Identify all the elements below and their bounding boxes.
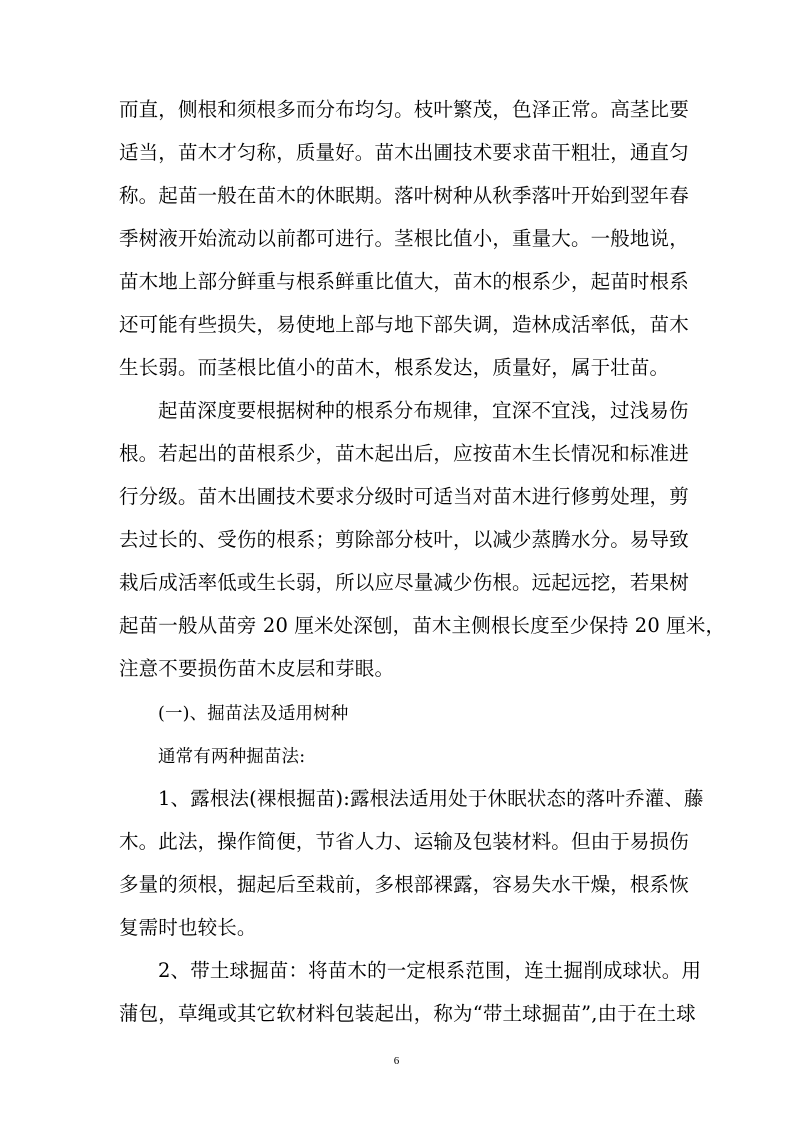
text-line: 注意不要损伤苗木皮层和芽眼。	[119, 657, 395, 680]
text-line: 去过长的、受伤的根系；剪除部分枝叶，以减少蒸腾水分。易导致	[119, 528, 689, 551]
text-line: 行分级。苗木出圃技术要求分级时可适当对苗木进行修剪处理，剪	[119, 485, 689, 508]
text-line: 季树液开始流动以前都可进行。茎根比值小，重量大。一般地说，	[119, 227, 689, 250]
section-heading: (一)、掘苗法及适用树种	[158, 704, 349, 724]
text-line: 苗木地上部分鲜重与根系鲜重比值大，苗木的根系少，起苗时根系	[119, 270, 689, 293]
paragraph-first-line: 1、露根法(裸根掘苗):露根法适用处于休眠状态的落叶乔灌、藤	[158, 787, 704, 810]
text-line: 根。若起出的苗根系少，苗木起出后，应按苗木生长情况和标准进	[119, 442, 689, 465]
text-line: 生长弱。而茎根比值小的苗木，根系发达，质量好，属于壮苗。	[119, 356, 670, 379]
text-line: 而直，侧根和须根多而分布均匀。枝叶繁茂，色泽正常。高茎比要	[119, 98, 689, 121]
paragraph-first-line: 2、带土球掘苗：将苗木的一定根系范围，连土掘削成球状。用	[158, 959, 702, 982]
text-line: 称。起苗一般在苗木的休眠期。落叶树种从秋季落叶开始到翌年春	[119, 184, 689, 207]
text-line: 蒲包，草绳或其它软材料包装起出，称为“带土球掘苗”,由于在土球	[119, 1002, 696, 1025]
text-line: 通常有两种掘苗法:	[158, 747, 306, 767]
text-line: 还可能有些损失，易使地上部与地下部失调，造林成活率低，苗木	[119, 313, 689, 336]
paragraph-first-line: 起苗深度要根据树种的根系分布规律，宜深不宜浅，过浅易伤	[158, 399, 689, 422]
text-line: 复需时也较长。	[119, 916, 257, 939]
text-line: 适当，苗木才匀称，质量好。苗木出圃技术要求苗干粗壮，通直匀	[119, 141, 689, 164]
text-line: 栽后成活率低或生长弱，所以应尽量减少伤根。远起远挖，若果树	[119, 571, 689, 594]
text-line: 木。此法，操作简便，节省人力、运输及包装材料。但由于易损伤	[119, 830, 689, 853]
text-line: 多量的须根，掘起后至栽前，多根部裸露，容易失水干燥，根系恢	[119, 873, 689, 896]
page-number: 6	[393, 1055, 400, 1067]
text-line: 起苗一般从苗旁 20 厘米处深刨，苗木主侧根长度至少保持 20 厘米，	[119, 614, 726, 637]
